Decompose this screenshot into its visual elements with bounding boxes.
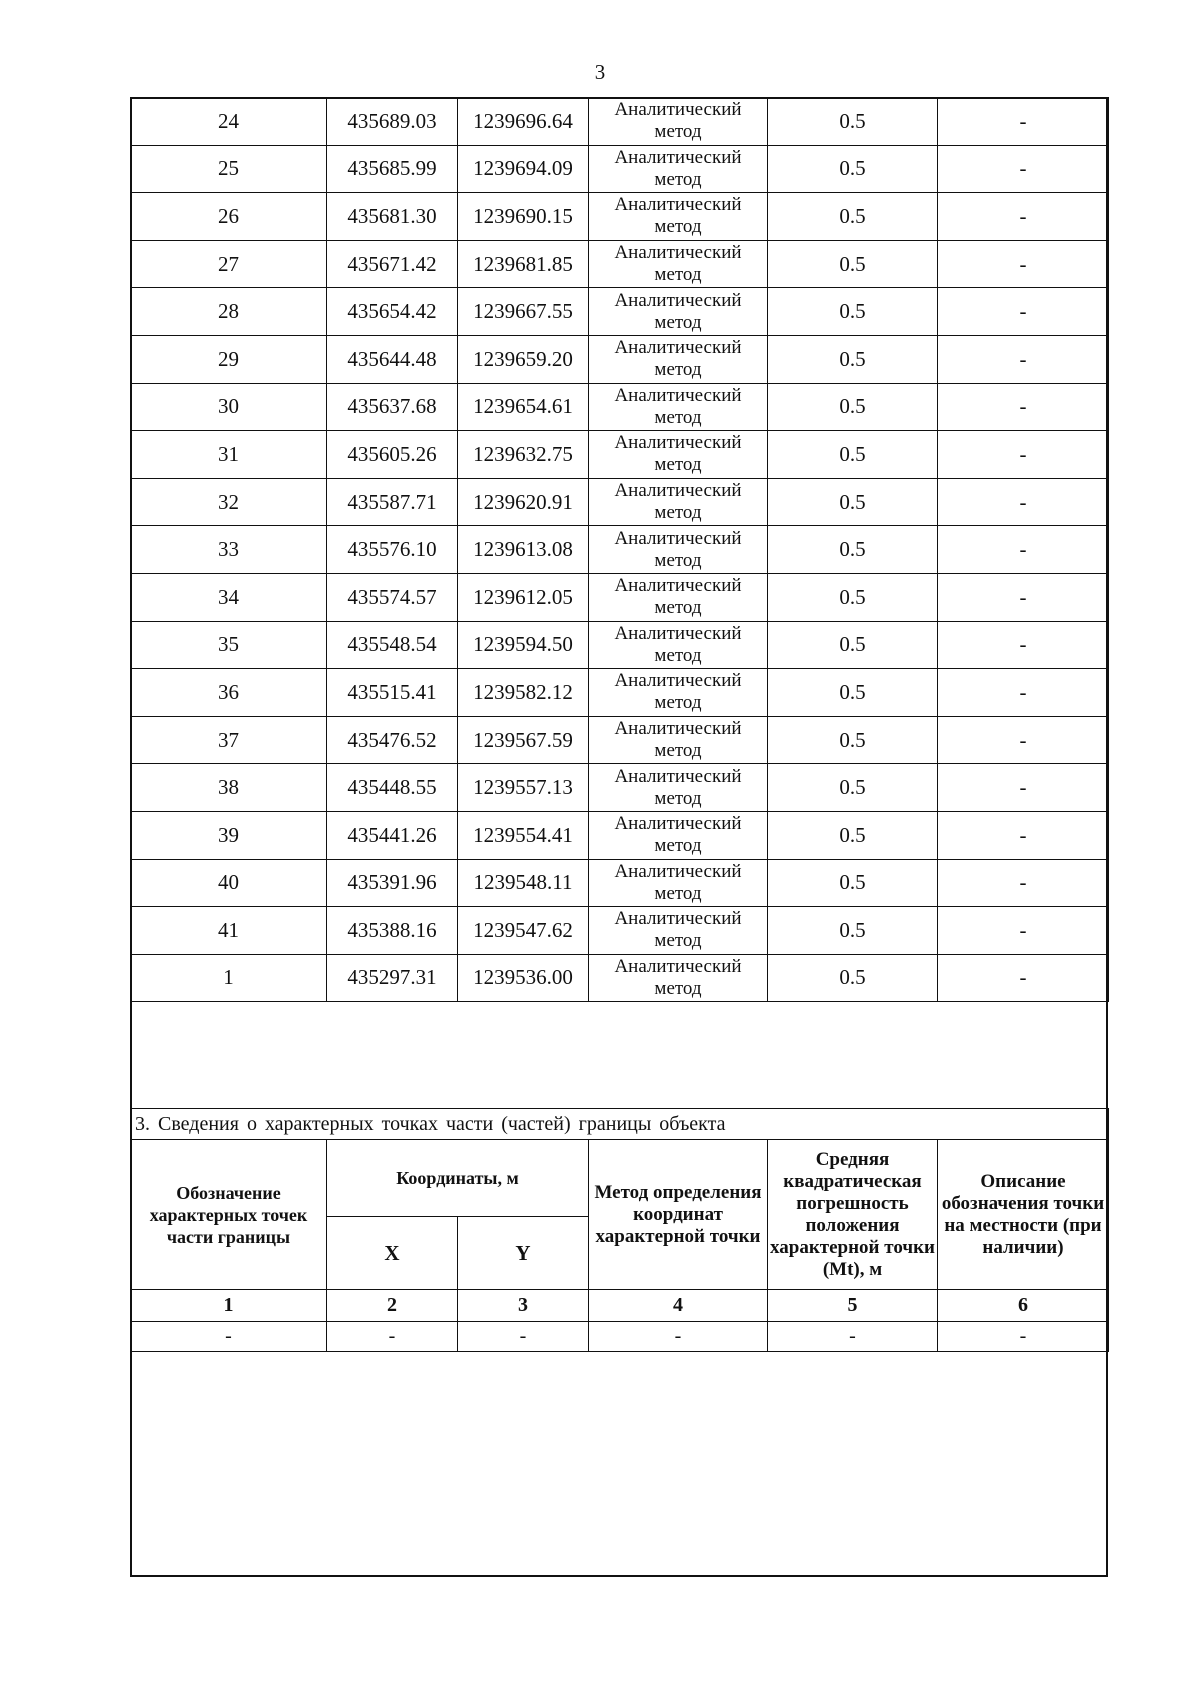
x-coordinate: 435671.42 (327, 240, 458, 288)
method-text: Аналитический метод (614, 527, 742, 571)
x-coordinate: 435441.26 (327, 811, 458, 859)
y-coordinate: 1239567.59 (458, 716, 589, 764)
description: - (938, 383, 1109, 431)
method-text: Аналитический метод (614, 908, 742, 952)
accuracy-value: 0.5 (768, 954, 938, 1002)
points-table (130, 97, 1109, 1002)
x-coordinate: 435644.48 (327, 335, 458, 383)
table-row (131, 954, 1109, 1002)
header-x: X (327, 1217, 458, 1290)
method-text: Аналитический метод (614, 860, 742, 904)
y-coordinate: 1239582.12 (458, 669, 589, 717)
method-text: Аналитический метод (614, 289, 742, 333)
method (589, 573, 768, 621)
point-number: 41 (131, 907, 327, 955)
method-text: Аналитический метод (614, 670, 742, 714)
accuracy-value: 0.5 (768, 193, 938, 241)
method (589, 98, 768, 146)
y-coordinate: 1239681.85 (458, 240, 589, 288)
description: - (938, 573, 1109, 621)
table-row (131, 859, 1109, 907)
point-number: 24 (131, 98, 327, 146)
table-row (131, 383, 1109, 431)
description: - (938, 478, 1109, 526)
table-row (131, 478, 1109, 526)
x-coordinate: 435605.26 (327, 431, 458, 479)
y-coordinate: 1239694.09 (458, 145, 589, 193)
accuracy-value: 0.5 (768, 621, 938, 669)
y-coordinate: 1239547.62 (458, 907, 589, 955)
accuracy-value: 0.5 (768, 859, 938, 907)
description: - (938, 526, 1109, 574)
table-row (131, 669, 1109, 717)
description: - (938, 859, 1109, 907)
y-coordinate: 1239594.50 (458, 621, 589, 669)
method (589, 478, 768, 526)
accuracy-value: 0.5 (768, 811, 938, 859)
header-designation: Обозначение характерных точек части границы (131, 1140, 327, 1290)
description: - (938, 98, 1109, 146)
accuracy-value: 0.5 (768, 431, 938, 479)
table-row (131, 811, 1109, 859)
accuracy-value: 0.5 (768, 383, 938, 431)
point-number: 27 (131, 240, 327, 288)
document-frame (130, 97, 1108, 1577)
table-row (131, 764, 1109, 812)
accuracy-value: 0.5 (768, 478, 938, 526)
point-number: 28 (131, 288, 327, 336)
method-text: Аналитический метод (614, 622, 742, 666)
description: - (938, 431, 1109, 479)
description: - (938, 669, 1109, 717)
empty-cell: - (589, 1322, 768, 1352)
x-coordinate: 435391.96 (327, 859, 458, 907)
y-coordinate: 1239659.20 (458, 335, 589, 383)
description: - (938, 811, 1109, 859)
header-method: Метод определения координат характерной точки (589, 1140, 768, 1290)
point-number: 30 (131, 383, 327, 431)
method-text: Аналитический метод (614, 194, 742, 238)
method (589, 764, 768, 812)
table-row (131, 907, 1109, 955)
x-coordinate: 435587.71 (327, 478, 458, 526)
method (589, 145, 768, 193)
method (589, 716, 768, 764)
method (589, 907, 768, 955)
x-coordinate: 435574.57 (327, 573, 458, 621)
point-number: 34 (131, 573, 327, 621)
method (589, 240, 768, 288)
empty-data-row (131, 1322, 1109, 1352)
point-number: 26 (131, 193, 327, 241)
description: - (938, 954, 1109, 1002)
empty-cell: - (458, 1322, 589, 1352)
description: - (938, 335, 1109, 383)
point-number: 38 (131, 764, 327, 812)
table-row (131, 145, 1109, 193)
method-text: Аналитический метод (614, 765, 742, 809)
point-number: 37 (131, 716, 327, 764)
point-number: 39 (131, 811, 327, 859)
y-coordinate: 1239667.55 (458, 288, 589, 336)
description: - (938, 145, 1109, 193)
column-number: 1 (131, 1290, 327, 1322)
empty-cell: - (131, 1322, 327, 1352)
column-number: 2 (327, 1290, 458, 1322)
method (589, 621, 768, 669)
method-text: Аналитический метод (614, 146, 742, 190)
y-coordinate: 1239620.91 (458, 478, 589, 526)
x-coordinate: 435515.41 (327, 669, 458, 717)
column-number: 6 (938, 1290, 1109, 1322)
method (589, 811, 768, 859)
x-coordinate: 435476.52 (327, 716, 458, 764)
accuracy-value: 0.5 (768, 526, 938, 574)
accuracy-value: 0.5 (768, 145, 938, 193)
x-coordinate: 435388.16 (327, 907, 458, 955)
y-coordinate: 1239696.64 (458, 98, 589, 146)
method-text: Аналитический метод (614, 480, 742, 524)
column-number-row (131, 1290, 1109, 1322)
table-row (131, 98, 1109, 146)
table-row (131, 621, 1109, 669)
x-coordinate: 435637.68 (327, 383, 458, 431)
method (589, 431, 768, 479)
method-text: Аналитический метод (614, 575, 742, 619)
empty-cell: - (938, 1322, 1109, 1352)
x-coordinate: 435689.03 (327, 98, 458, 146)
x-coordinate: 435297.31 (327, 954, 458, 1002)
method (589, 193, 768, 241)
section3-title: 3. Сведения о характерных точках части (частей) границы объекта (131, 1109, 1109, 1140)
description: - (938, 193, 1109, 241)
y-coordinate: 1239690.15 (458, 193, 589, 241)
points-table-body (131, 98, 1109, 1002)
page-number: 3 (594, 60, 606, 84)
description: - (938, 716, 1109, 764)
x-coordinate: 435681.30 (327, 193, 458, 241)
y-coordinate: 1239557.13 (458, 764, 589, 812)
description: - (938, 240, 1109, 288)
method-text: Аналитический метод (614, 718, 742, 762)
table-row (131, 240, 1109, 288)
table-row (131, 431, 1109, 479)
y-coordinate: 1239554.41 (458, 811, 589, 859)
accuracy-value: 0.5 (768, 240, 938, 288)
y-coordinate: 1239632.75 (458, 431, 589, 479)
y-coordinate: 1239536.00 (458, 954, 589, 1002)
column-number: 5 (768, 1290, 938, 1322)
point-number: 36 (131, 669, 327, 717)
x-coordinate: 435576.10 (327, 526, 458, 574)
section3-table (130, 1108, 1109, 1352)
point-number: 1 (131, 954, 327, 1002)
x-coordinate: 435654.42 (327, 288, 458, 336)
method-text: Аналитический метод (614, 955, 742, 999)
table-row (131, 335, 1109, 383)
description: - (938, 764, 1109, 812)
method (589, 669, 768, 717)
description: - (938, 907, 1109, 955)
header-accuracy: Средняя квадратическая погрешность положения характерной точки (Mt), м (768, 1140, 938, 1290)
table-row (131, 716, 1109, 764)
method-text: Аналитический метод (614, 384, 742, 428)
description: - (938, 621, 1109, 669)
y-coordinate: 1239613.08 (458, 526, 589, 574)
table-row (131, 288, 1109, 336)
accuracy-value: 0.5 (768, 907, 938, 955)
method-text: Аналитический метод (614, 813, 742, 857)
empty-cell: - (327, 1322, 458, 1352)
point-number: 32 (131, 478, 327, 526)
x-coordinate: 435548.54 (327, 621, 458, 669)
point-number: 29 (131, 335, 327, 383)
header-y: Y (458, 1217, 589, 1290)
method (589, 288, 768, 336)
table-row (131, 526, 1109, 574)
x-coordinate: 435448.55 (327, 764, 458, 812)
y-coordinate: 1239612.05 (458, 573, 589, 621)
empty-cell: - (768, 1322, 938, 1352)
point-number: 31 (131, 431, 327, 479)
method (589, 859, 768, 907)
method (589, 383, 768, 431)
table-row (131, 573, 1109, 621)
accuracy-value: 0.5 (768, 288, 938, 336)
accuracy-value: 0.5 (768, 716, 938, 764)
accuracy-value: 0.5 (768, 335, 938, 383)
column-number: 3 (458, 1290, 589, 1322)
point-number: 35 (131, 621, 327, 669)
method-text: Аналитический метод (614, 242, 742, 286)
method (589, 954, 768, 1002)
y-coordinate: 1239548.11 (458, 859, 589, 907)
x-coordinate: 435685.99 (327, 145, 458, 193)
accuracy-value: 0.5 (768, 98, 938, 146)
method-text: Аналитический метод (614, 337, 742, 381)
point-number: 25 (131, 145, 327, 193)
accuracy-value: 0.5 (768, 764, 938, 812)
y-coordinate: 1239654.61 (458, 383, 589, 431)
accuracy-value: 0.5 (768, 669, 938, 717)
point-number: 40 (131, 859, 327, 907)
header-description: Описание обозначения точки на местности (при наличии) (938, 1140, 1109, 1290)
table-row (131, 193, 1109, 241)
method-text: Аналитический метод (614, 432, 742, 476)
point-number: 33 (131, 526, 327, 574)
header-coordinates: Координаты, м (327, 1140, 589, 1217)
accuracy-value: 0.5 (768, 573, 938, 621)
column-number: 4 (589, 1290, 768, 1322)
description: - (938, 288, 1109, 336)
method (589, 526, 768, 574)
method-text: Аналитический метод (614, 99, 742, 143)
method (589, 335, 768, 383)
